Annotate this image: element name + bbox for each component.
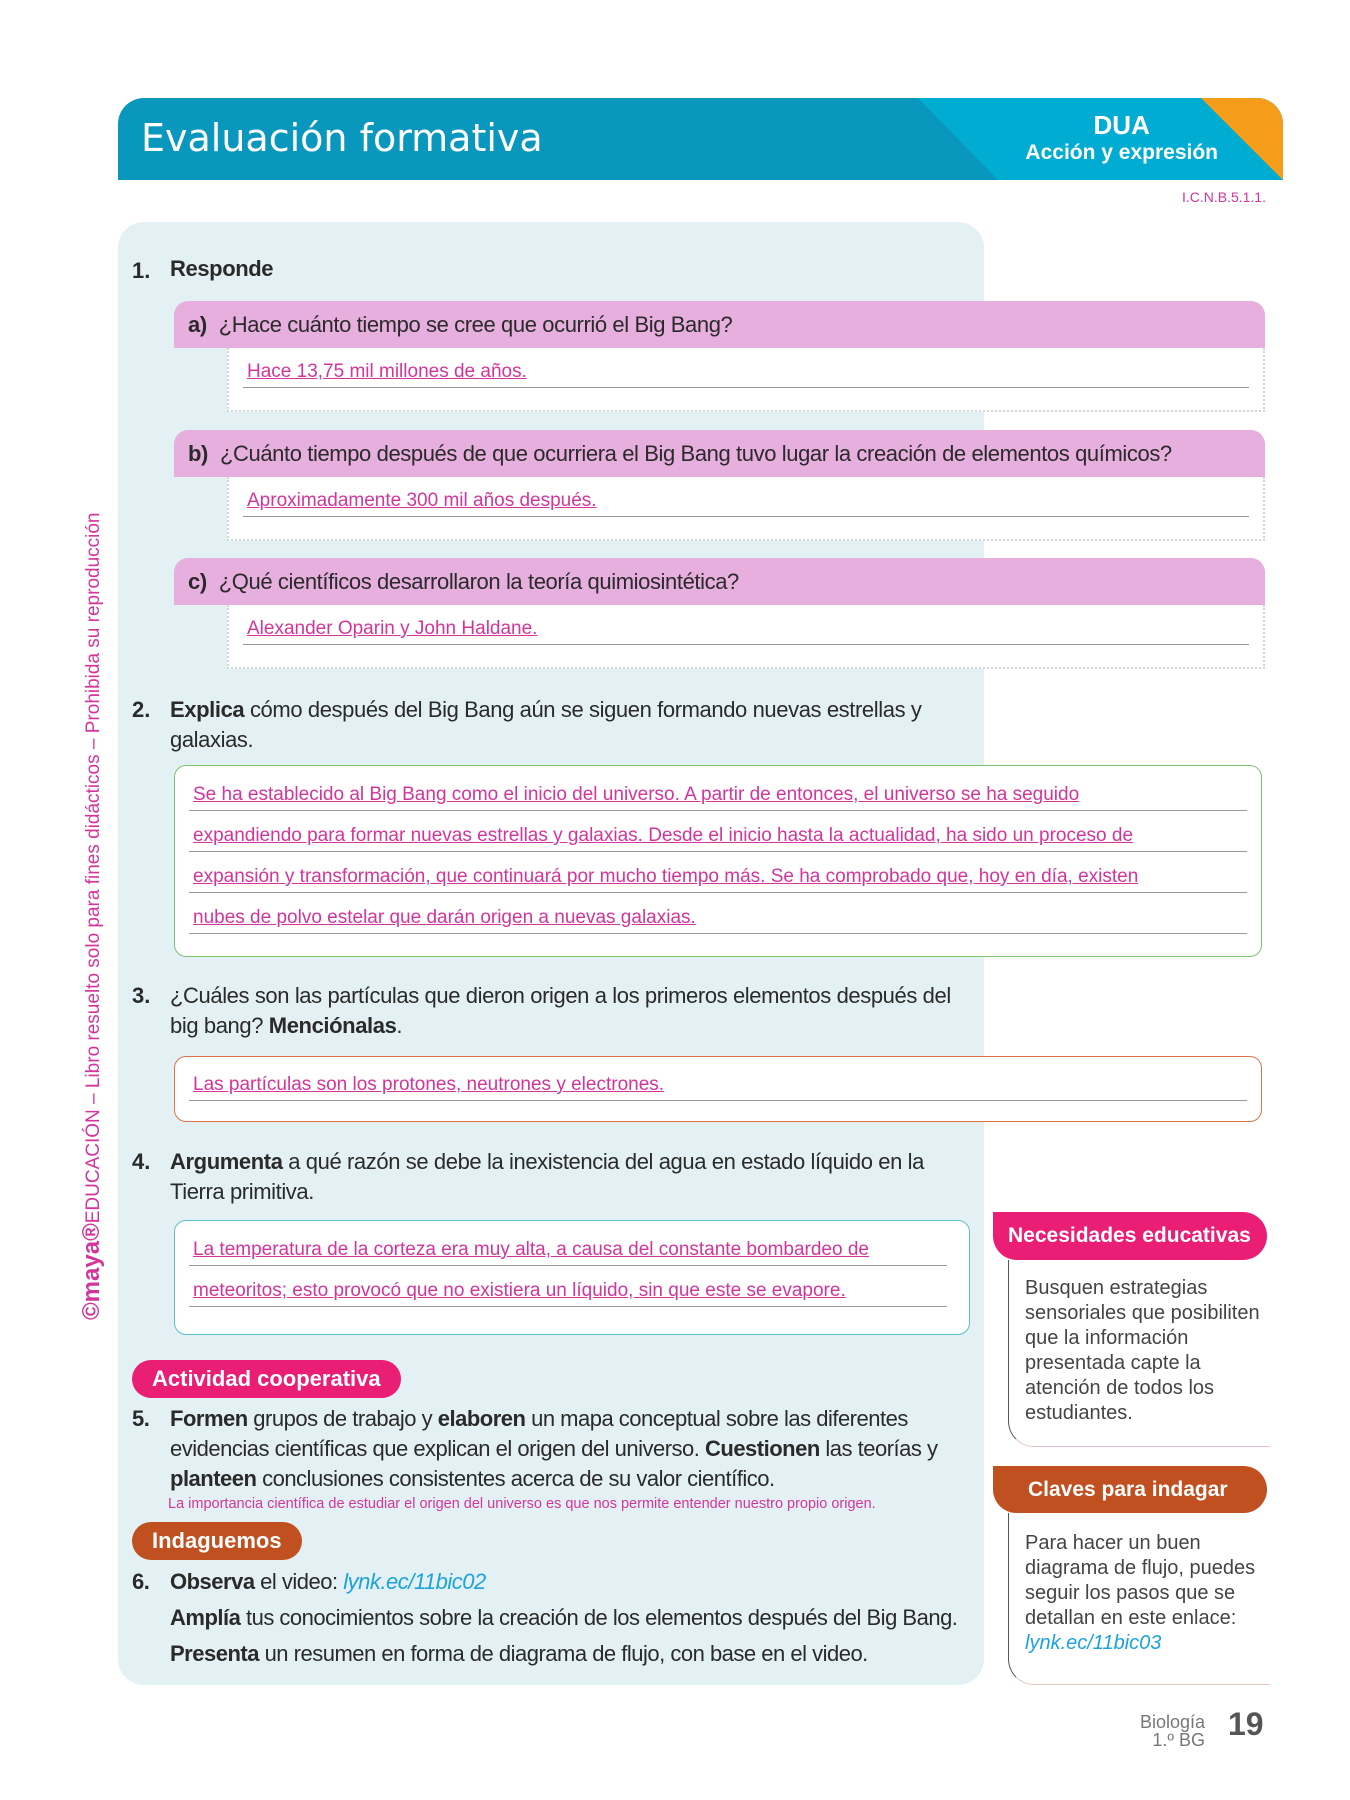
copyright-text: EDUCACIÓN – Libro resuelto solo para fines didácticos – Prohibida su reproducción (83, 512, 104, 1224)
necesidades-text: Busquen estrategias sensoriales que posibiliten que la información presentada capte la atención de todos los estudiantes. (1025, 1277, 1260, 1424)
video-link[interactable]: lynk.ec/11bic02 (343, 1569, 486, 1594)
q-text: ¿Hace cuánto tiempo se cree que ocurrió el Big Bang? (218, 312, 733, 337)
answer-text: Hace 13,75 mil millones de años. (243, 354, 1249, 388)
q2-prompt: cómo después del Big Bang aún se siguen formando nuevas estrellas y galaxias. (170, 697, 922, 752)
dua-label (1025, 110, 1218, 165)
page-header (118, 98, 1283, 180)
answer-line: Las partículas son los protones, neutrones y electrones. (189, 1067, 1247, 1101)
answer-line: Se ha establecido al Big Bang como el inicio del universo. A partir de entonces, el universo se ha seguido (189, 777, 1247, 811)
answer-line: expandiendo para formar nuevas estrellas y galaxias. Desde el inicio hasta la actualidad, ha sido un proceso de (189, 818, 1247, 852)
copyright-sidebar (78, 513, 106, 1321)
q5-text (170, 1404, 977, 1494)
q6-number: 6. (132, 1569, 150, 1594)
q1-title: Responde (170, 256, 274, 281)
q1-number: 1. (132, 258, 151, 283)
claves-box (1008, 1513, 1270, 1685)
q4-verb: Argumenta (170, 1149, 283, 1174)
q3-text: ¿Cuáles son las partículas que dieron origen a los primeros elementos después del big bang? Menciónalas. (170, 983, 951, 1038)
dua-title: DUA (1093, 110, 1150, 140)
q3-verb: Menciónalas (268, 1013, 397, 1038)
q5-verb: elaboren (437, 1406, 526, 1431)
q5-verb: Cuestionen (705, 1436, 820, 1461)
q4-answer-box[interactable] (174, 1220, 970, 1335)
answer-line: nubes de polvo estelar que darán origen a nuevas galaxias. (189, 900, 1247, 934)
grade: 1.º BG (1152, 1730, 1205, 1750)
q6-prompt: tus conocimientos sobre la creación de los elementos después del Big Bang. (240, 1605, 958, 1630)
q5-prompt: grupos de trabajo y (247, 1406, 438, 1431)
q6-prompt: un resumen en forma de diagrama de flujo, con base en el video. (258, 1641, 868, 1666)
bottom-activities (132, 1360, 977, 1672)
claves-header: Claves para indagar (993, 1466, 1267, 1513)
q2-number: 2. (132, 697, 151, 722)
q1b-answer-box[interactable] (227, 477, 1265, 541)
page-number: 19 (1228, 1706, 1264, 1742)
q4-prompt: a qué razón se debe la inexistencia del agua en estado líquido en la Tierra primitiva. (170, 1149, 924, 1204)
q3-number: 3. (132, 983, 151, 1008)
q-letter: b) (188, 441, 208, 466)
q1a-question (174, 301, 1265, 348)
q5-prompt: conclusiones consistentes acerca de su valor científico. (256, 1466, 775, 1491)
q5-number: 5. (132, 1406, 150, 1431)
claves-text: Para hacer un buen diagrama de flujo, puedes seguir los pasos que se detallan en este enlace: (1025, 1532, 1256, 1629)
necesidades-header: Necesidades educativas (993, 1212, 1267, 1260)
brand: ©maya® (78, 1223, 105, 1320)
q6-verb: Observa (170, 1569, 255, 1594)
q6-text (170, 1564, 977, 1672)
q2-verb: Explica (170, 697, 245, 722)
q1a-answer-box[interactable] (227, 348, 1265, 412)
q2-answer-box[interactable] (174, 765, 1262, 957)
q-letter: a) (188, 312, 207, 337)
answer-text: Alexander Oparin y John Haldane. (243, 611, 1249, 645)
subject: Biología (1139, 1712, 1205, 1732)
indaguemos-badge: Indaguemos (132, 1522, 302, 1560)
q1b-question (174, 430, 1265, 477)
page-title: Evaluación formativa (141, 116, 543, 160)
q6-prompt: el video: (254, 1569, 344, 1594)
dua-subtitle: Acción y expresión (1025, 141, 1218, 164)
q3-answer-box[interactable] (174, 1056, 1262, 1122)
claves-link[interactable]: lynk.ec/11bic03 (1025, 1632, 1162, 1654)
q2-text (170, 695, 970, 755)
q5-prompt: las teorías y (819, 1436, 938, 1461)
q1c-answer-box[interactable] (227, 605, 1265, 669)
curriculum-code: I.C.N.B.5.1.1. (1181, 189, 1266, 205)
necesidades-box (1008, 1260, 1270, 1447)
answer-line: La temperatura de la corteza era muy alta, a causa del constante bombardeo de (189, 1232, 947, 1266)
q4-number: 4. (132, 1149, 151, 1174)
q6-verb: Amplía (170, 1605, 241, 1630)
answer-text: Aproximadamente 300 mil años después. (243, 483, 1249, 517)
q5-verb: Formen (170, 1406, 248, 1431)
q-text: ¿Qué científicos desarrollaron la teoría quimiosintética? (218, 569, 739, 594)
q-text: ¿Cuánto tiempo después de que ocurriera el Big Bang tuvo lugar la creación de elementos químicos? (219, 441, 1172, 466)
q6-verb: Presenta (170, 1641, 259, 1666)
answer-line: meteoritos; esto provocó que no existiera un líquido, sin que este se evapore. (189, 1273, 947, 1307)
q3-prompt: ¿Cuáles son las partículas que dieron origen a los primeros elementos después del big bang? (170, 983, 951, 1038)
q5 (132, 1404, 977, 1494)
q1c-question (174, 558, 1265, 605)
answer-line: expansión y transformación, que continuará por mucho tiempo más. Se ha comprobado que, hoy en día, existen (189, 859, 1247, 893)
q4-text (170, 1147, 970, 1207)
q6 (132, 1564, 977, 1672)
q5-prompt: un mapa conceptual sobre las diferentes evidencias científicas que explican el origen del universo. (170, 1406, 908, 1461)
footer-subject (1140, 1713, 1205, 1749)
q5-answer: La importancia científica de estudiar el origen del universo es que nos permite entender nuestro propio origen. (168, 1496, 876, 1512)
actividad-cooperativa-badge: Actividad cooperativa (132, 1360, 401, 1398)
q5-verb: planteen (170, 1466, 257, 1491)
q-letter: c) (188, 569, 207, 594)
